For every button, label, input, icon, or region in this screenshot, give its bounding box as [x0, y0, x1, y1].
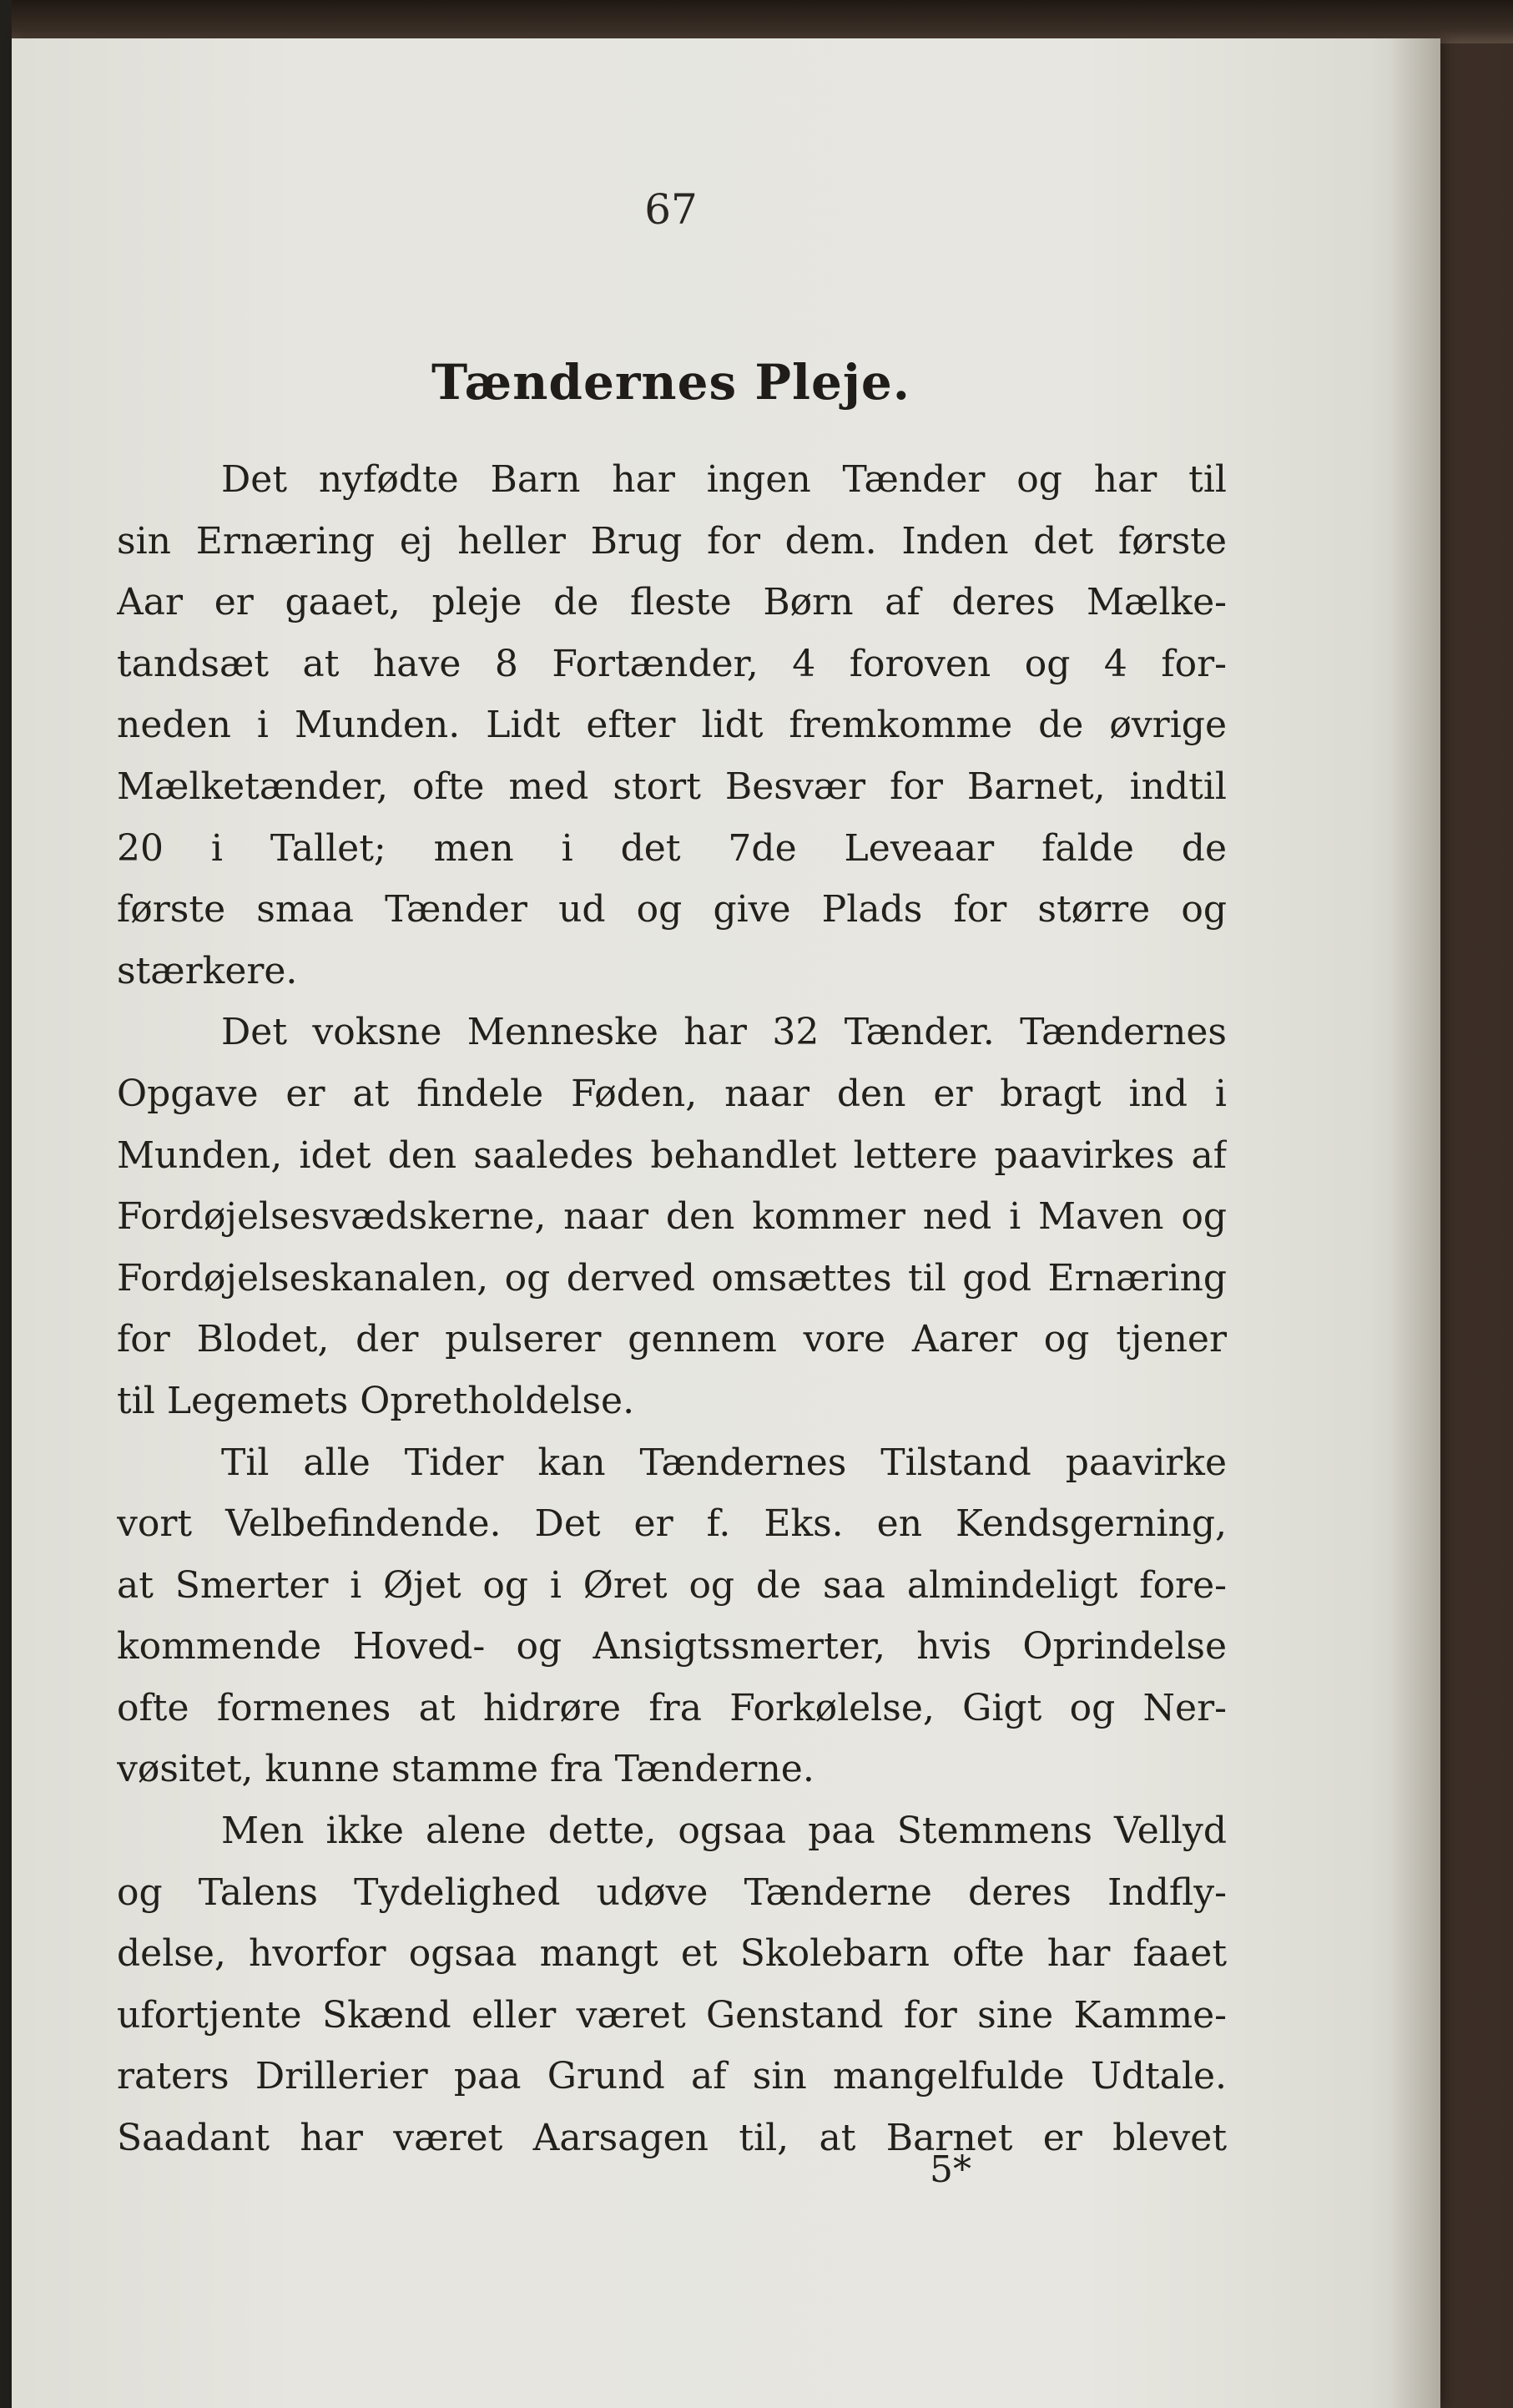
text-line: neden i Munden. Lidt efter lidt fremkomme de øvrige	[117, 704, 1227, 747]
text-line: sin Ernæring ej heller Brug for dem. Inden det første	[117, 519, 1227, 563]
page-number: 67	[644, 185, 698, 234]
text-line: Fordøjelsesvædskerne, naar den kommer ned i Maven og	[117, 1195, 1227, 1239]
gutter-shadow	[1390, 38, 1440, 2408]
text-line: ofte formenes at hidrøre fra Forkølelse, Gigt og Ner-	[117, 1686, 1227, 1729]
text-line: Mælketænder, ofte med stort Besvær for Barnet, indtil	[117, 765, 1227, 808]
text-line: ufortjente Skænd eller været Genstand for sine Kamme-	[117, 1993, 1227, 2037]
signature-mark: 5*	[930, 2148, 971, 2191]
text-line: for Blodet, der pulserer gennem vore Aarer og tjener	[117, 1318, 1227, 1361]
text-line: Det nyfødte Barn har ingen Tænder og har til	[221, 458, 1227, 501]
text-line: at Smerter i Øjet og i Øret og de saa almindeligt fore-	[117, 1563, 1227, 1607]
text-line: og Talens Tydelighed udøve Tænderne deres Indfly-	[117, 1870, 1227, 1914]
text-line: delse, hvorfor ogsaa mangt et Skolebarn ofte har faaet	[117, 1932, 1227, 1976]
text-line: raters Drillerier paa Grund af sin mangelfulde Udtale.	[117, 2055, 1227, 2098]
text-line: Aar er gaaet, pleje de fleste Børn af deres Mælke-	[117, 581, 1227, 624]
text-line: første smaa Tænder ud og give Plads for større og	[117, 888, 1227, 931]
text-line: vort Velbefindende. Det er f. Eks. en Kendsgerning,	[117, 1502, 1227, 1546]
text-line: Munden, idet den saaledes behandlet lettere paavirkes af	[117, 1133, 1227, 1177]
chapter-title: Tændernes Pleje.	[431, 354, 910, 411]
text-line: til Legemets Opretholdelse.	[117, 1379, 635, 1422]
text-line: Opgave er at findele Føden, naar den er bragt ind i	[117, 1072, 1227, 1115]
text-line: Saadant har været Aarsagen til, at Barnet er blevet	[117, 2117, 1227, 2160]
text-line: kommende Hoved- og Ansigtssmerter, hvis Oprindelse	[117, 1625, 1227, 1668]
text-line: tandsæt at have 8 Fortænder, 4 foroven og 4 for-	[117, 642, 1227, 685]
text-line: 20 i Tallet; men i det 7de Leveaar falde de	[117, 826, 1227, 870]
text-line: stærkere.	[117, 949, 298, 992]
body-text	[117, 449, 1227, 2169]
book-top-edge	[0, 0, 1513, 43]
text-line: Til alle Tider kan Tændernes Tilstand paavirke	[221, 1441, 1227, 1484]
text-line: Men ikke alene dette, ogsaa paa Stemmens Vellyd	[221, 1810, 1227, 1853]
page-sheet	[12, 38, 1440, 2408]
text-line: Fordøjelseskanalen, og derved omsættes til god Ernæring	[117, 1256, 1227, 1300]
text-line: Det voksne Menneske har 32 Tænder. Tændernes	[221, 1011, 1227, 1054]
text-line: vøsitet, kunne stamme fra Tænderne.	[117, 1748, 814, 1791]
book-left-edge	[0, 0, 12, 2408]
